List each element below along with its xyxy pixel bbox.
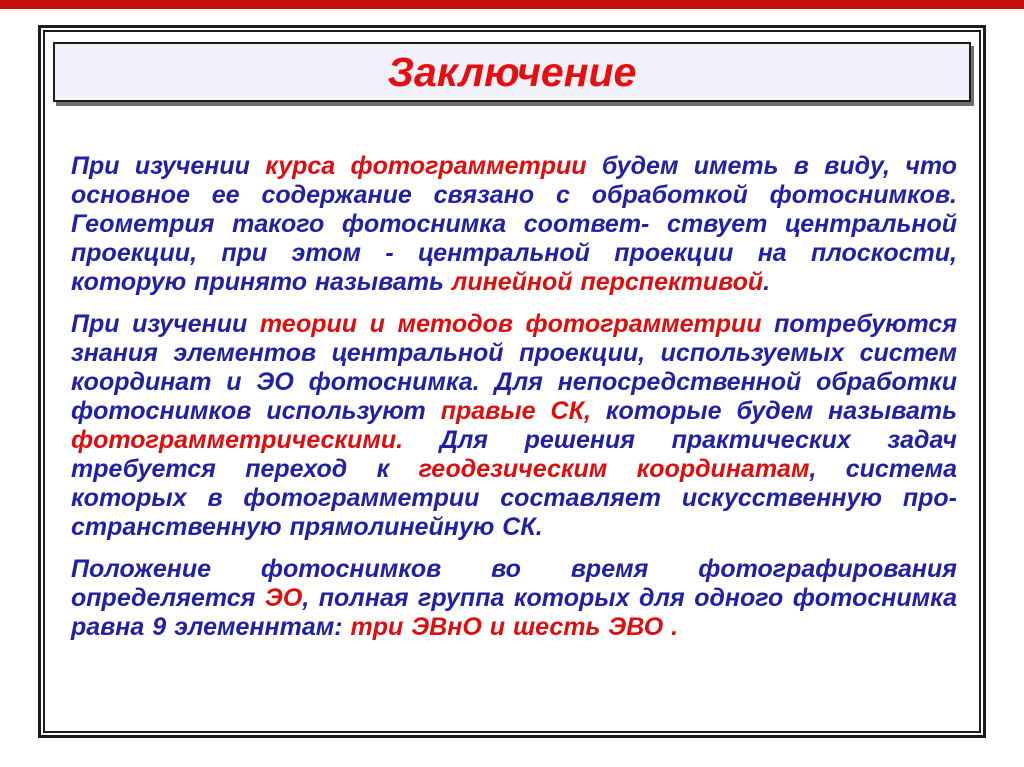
text-run-blue: потребуются знания элементов центральной проекции, используемых систем координат и ЭО фотоснимка. Для непосредственной обработки фотоснимков используют [71,310,957,425]
text-run-red: ЭО [264,584,303,612]
text-run-blue: , полная группа которых для одного фотоснимка равна 9 элеменнтам: [71,584,957,641]
text-run-red: фотограмметрическими. [71,426,404,454]
text-run-red: геодезическим координатам [418,455,810,483]
text-run-blue: При изучении [71,310,260,338]
text-run-red: теории и методов фотограмметрии [259,310,762,338]
text-run-blue: При изучении [71,152,266,180]
text-run-red: курса фотограмметрии [265,152,587,180]
text-run-blue: которые будем называть [590,397,957,425]
text-run-blue: будем иметь в виду, что основное ее содержание связано с обработкой фотоснимков. Геометрия такого фотоснимка соответ- ствует центральной проекции, при этом - центральной проекции на плоскости, которую принято называть [71,152,957,296]
text-run-red: правые СК, [440,397,591,425]
slide-title: Заключение [387,48,637,95]
slide-frame [38,25,986,738]
paragraph [71,555,957,642]
title-box [53,42,971,102]
top-red-border [0,0,1024,9]
text-run-blue: , система которых в фотограмметрии составляет искусственную про- странственную прямолинейную СК. [71,455,958,541]
text-run-red: линейной перспективой [451,268,764,296]
text-run-blue: Положение фотоснимков во время фотографирования определяется [71,555,957,612]
paragraph [71,152,957,297]
paragraph [71,310,957,542]
text-run-red: три ЭВнО и шесть ЭВО . [350,613,679,641]
body-text [71,152,957,642]
text-run-blue: Для решения практических задач требуется переход к [71,426,957,483]
text-run-blue: . [763,268,771,296]
